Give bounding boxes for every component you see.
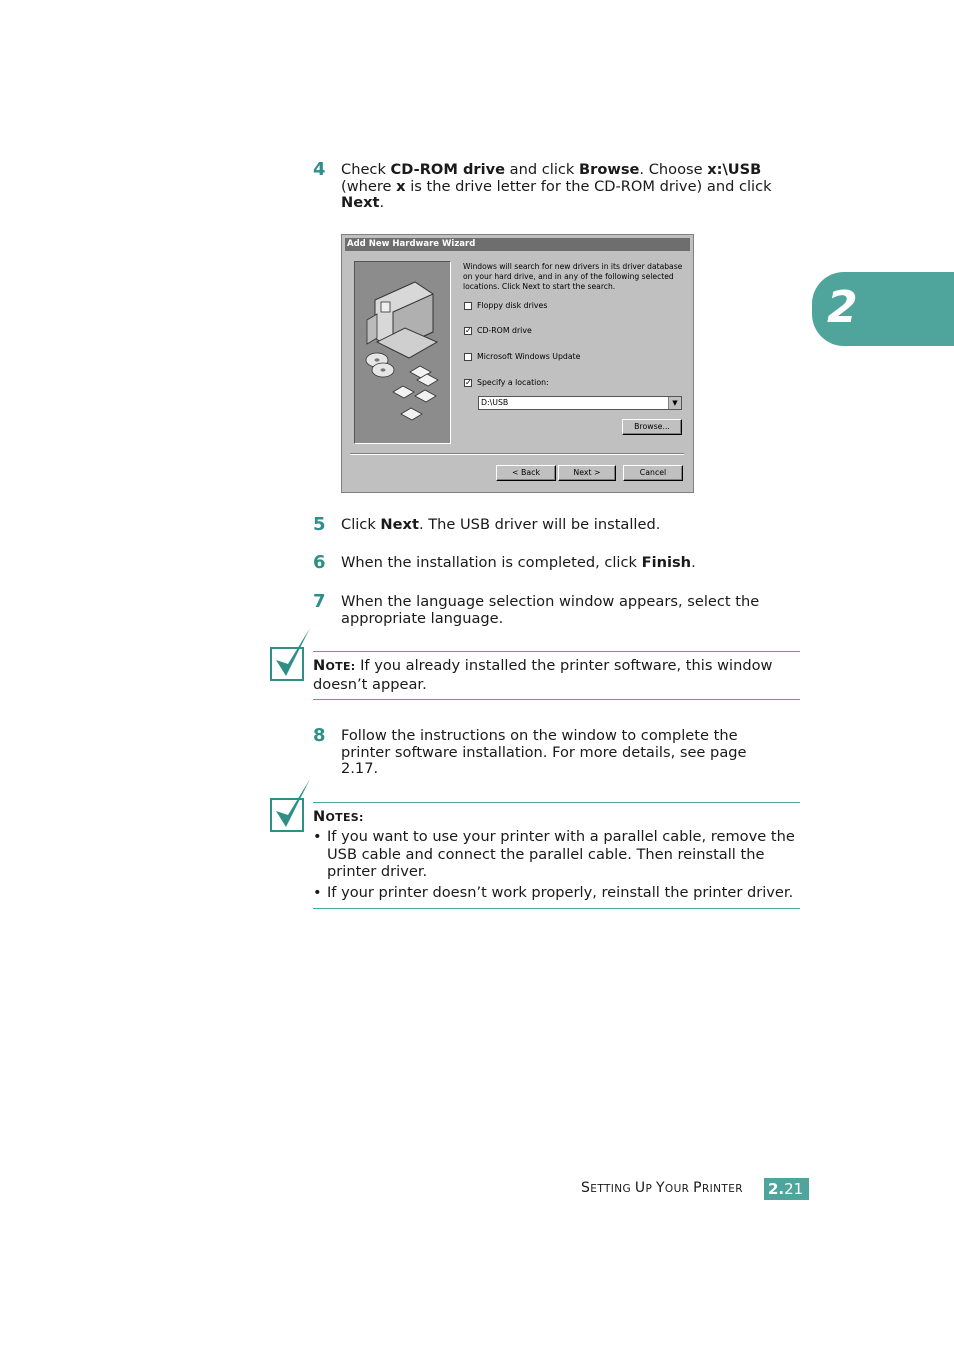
notes-top-rule bbox=[313, 802, 800, 803]
chapter-number: 2 bbox=[827, 282, 858, 333]
step-text: Click Next. The USB driver will be installed. bbox=[341, 516, 661, 533]
page-number: 21 bbox=[784, 1180, 804, 1198]
location-value: D:\USB bbox=[481, 398, 509, 407]
wizard-illustration bbox=[354, 261, 451, 444]
step-text: When the language selection window appears, select the appropriate language. bbox=[341, 593, 760, 627]
note-text bbox=[313, 657, 800, 693]
step-text: Check CD-ROM drive and click Browse. Choose x:\USB (where x is the drive letter for the CD-ROM drive) and click Next. bbox=[341, 161, 772, 211]
location-combobox[interactable] bbox=[478, 396, 682, 410]
windows-update-checkbox[interactable] bbox=[464, 353, 472, 361]
step-number: 7 bbox=[313, 591, 326, 612]
floppy-checkbox[interactable] bbox=[464, 302, 472, 310]
page-number-badge bbox=[764, 1178, 809, 1200]
notes-label: NOTES: bbox=[313, 808, 364, 825]
bullet-icon: • bbox=[313, 828, 322, 845]
specify-location-label: Specify a location: bbox=[477, 378, 549, 387]
step-number: 6 bbox=[313, 552, 326, 573]
wizard-separator bbox=[350, 453, 684, 455]
chapter-prefix: 2. bbox=[768, 1180, 785, 1198]
notes-heading bbox=[313, 808, 800, 827]
chapter-tab bbox=[812, 272, 954, 346]
wizard-description: Windows will search for new drivers in its driver database on your hard drive, and in any of the following selected locations. Click Next to start the search. bbox=[463, 262, 683, 291]
add-new-hardware-wizard-screenshot bbox=[341, 234, 694, 493]
step-number: 8 bbox=[313, 725, 326, 746]
floppy-label: Floppy disk drives bbox=[477, 301, 548, 310]
note-body: If you already installed the printer software, this window doesn’t appear. bbox=[313, 657, 773, 693]
note-bottom-rule bbox=[313, 699, 800, 700]
step-number: 5 bbox=[313, 514, 326, 535]
checkmark-note-icon bbox=[268, 777, 314, 833]
specify-location-checkbox[interactable]: ✓ bbox=[465, 378, 472, 387]
checkmark-note-icon bbox=[268, 626, 314, 682]
back-button[interactable]: < Back bbox=[496, 465, 556, 481]
cancel-button[interactable]: Cancel bbox=[623, 465, 683, 481]
browse-button[interactable]: Browse... bbox=[622, 419, 682, 435]
notes-bottom-rule bbox=[313, 908, 800, 909]
step-number: 4 bbox=[313, 159, 326, 180]
computer-and-discs-icon bbox=[355, 262, 450, 443]
cdrom-label: CD-ROM drive bbox=[477, 326, 532, 335]
cdrom-checkbox[interactable]: ✓ bbox=[465, 326, 472, 335]
note-label: NOTE: bbox=[313, 657, 356, 674]
wizard-title: Add New Hardware Wizard bbox=[345, 238, 690, 251]
next-button[interactable]: Next > bbox=[558, 465, 616, 481]
step-text: When the installation is completed, click Finish. bbox=[341, 554, 696, 571]
dropdown-arrow-icon[interactable]: ▼ bbox=[668, 397, 681, 409]
footer-section-title: SETTING UP YOUR PRINTER bbox=[581, 1180, 743, 1196]
bullet-icon: • bbox=[313, 884, 322, 901]
step-text: Follow the instructions on the window to complete the printer software installation. For more details, see page 2.17. bbox=[341, 727, 747, 777]
windows-update-label: Microsoft Windows Update bbox=[477, 352, 581, 361]
note-top-rule bbox=[313, 651, 800, 652]
